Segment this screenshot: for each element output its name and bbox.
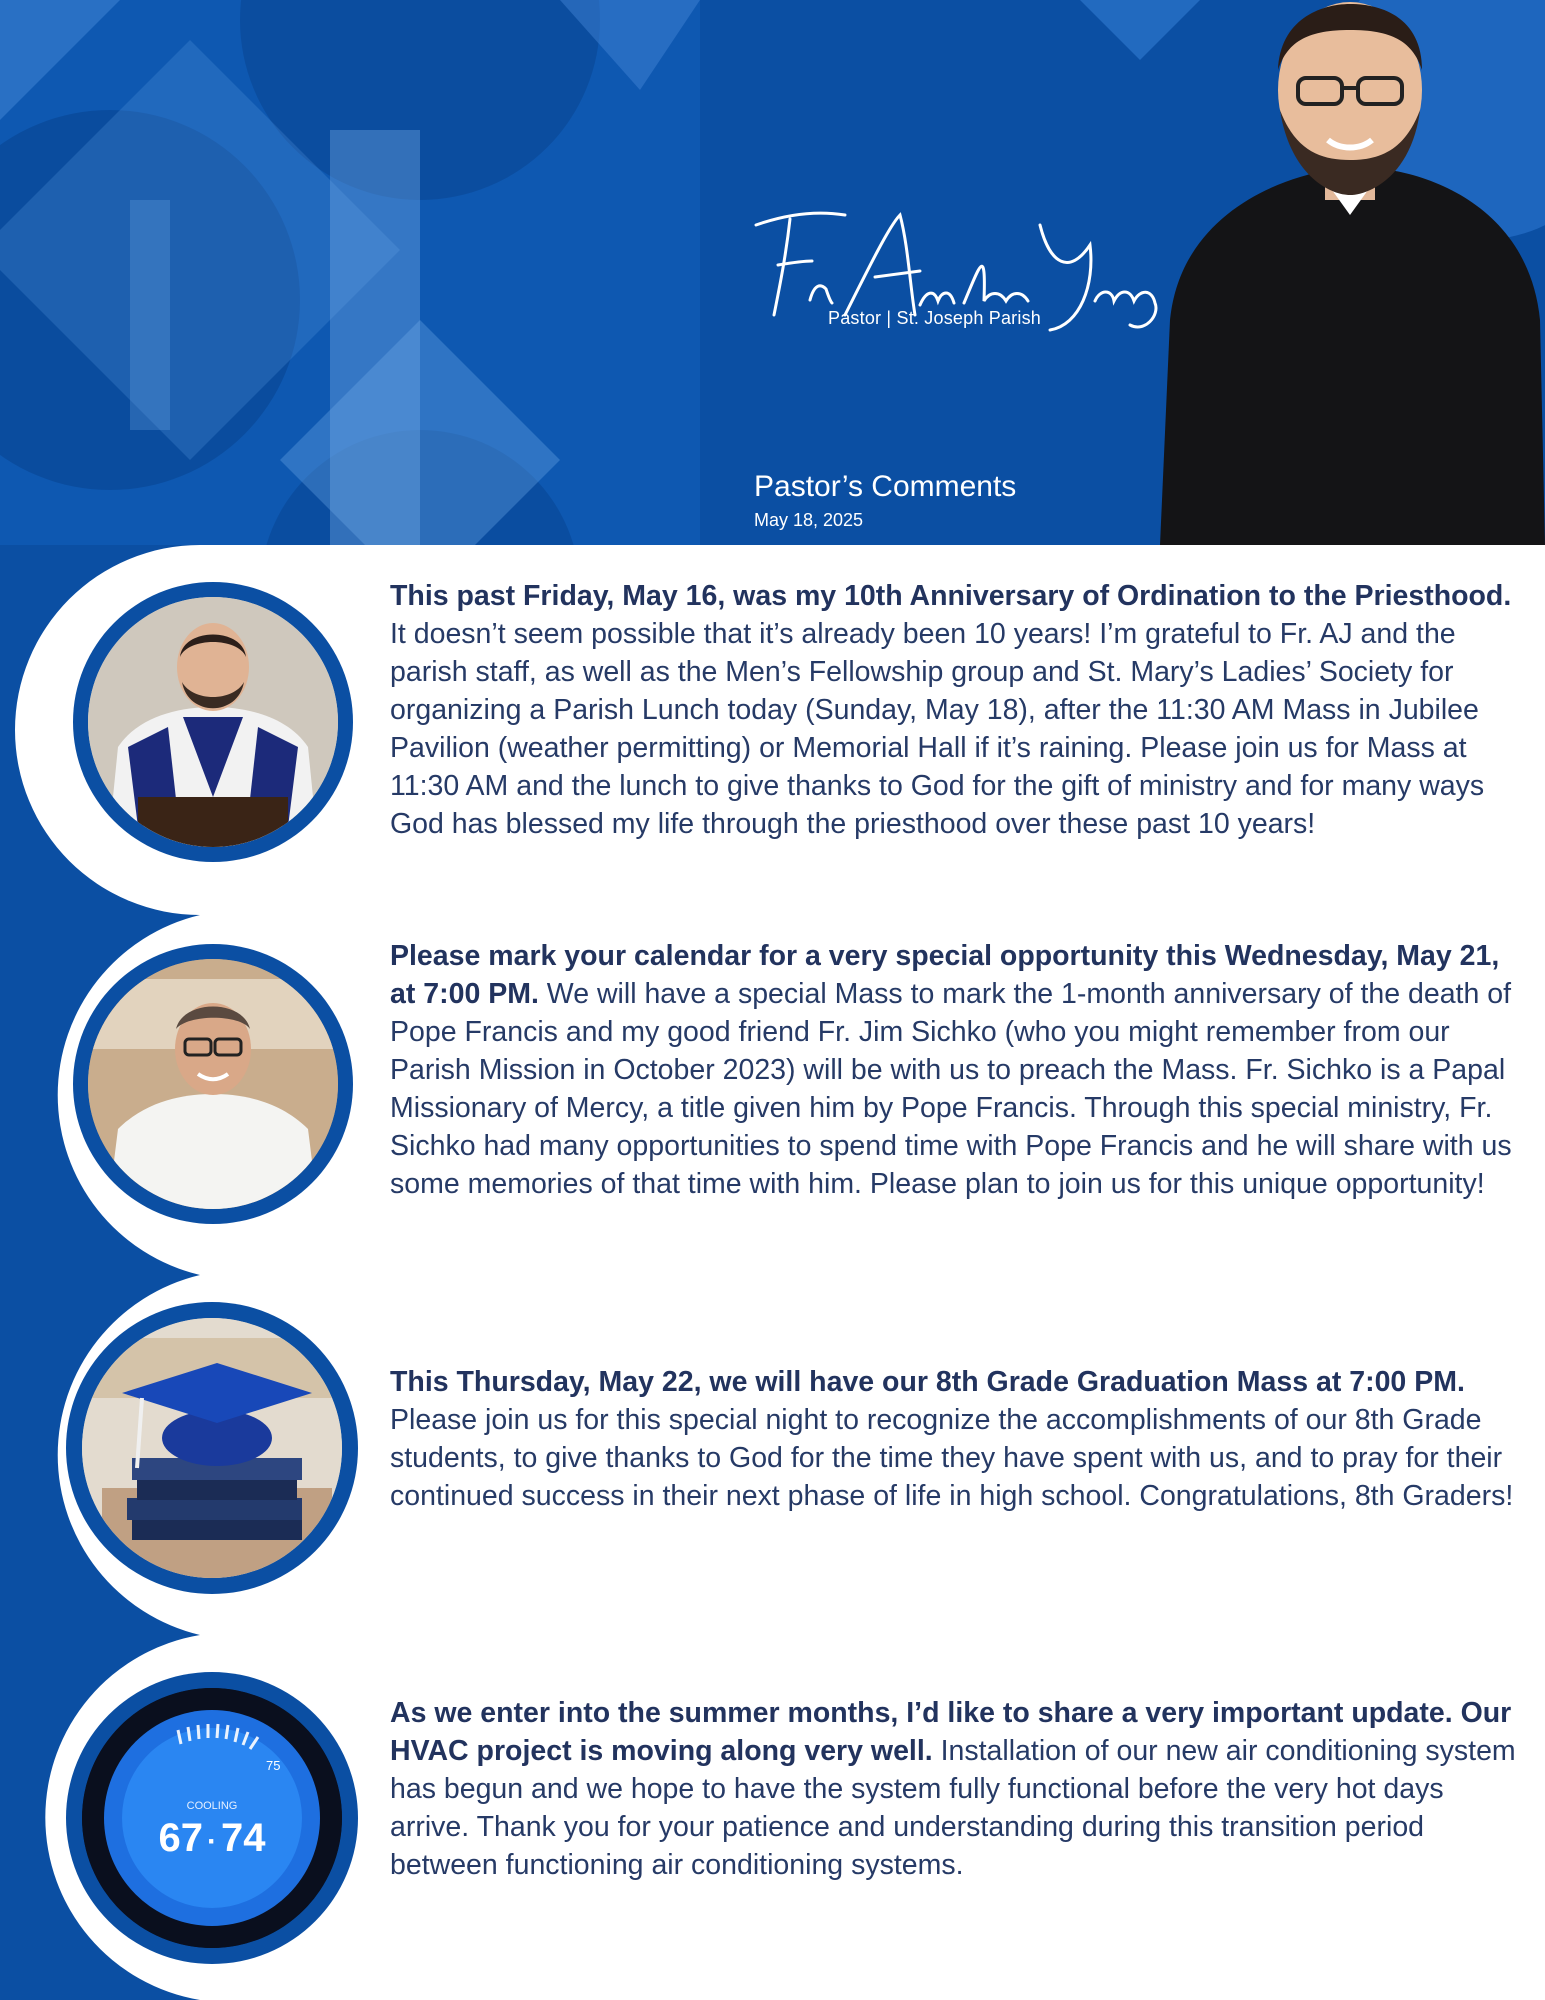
pastor-portrait xyxy=(1150,0,1545,545)
item-4-body: Installation of our new air conditioning system has begun and we hope to have the system fully functional before the very hot days arrive. Thank you for your patience and understanding during this transition period between functioning air conditioning systems. xyxy=(390,1735,1516,1881)
item-3-body: Please join us for this special night to recognize the accomplishments of our 8th Grade students, to give thanks to God for the time they have spent with us, and to pray for their continued success in their next phase of life in high school. Congratulations, 8th Graders! xyxy=(390,1404,1514,1512)
photo-fr-sichko xyxy=(73,944,353,1224)
thermostat-high: 74 xyxy=(221,1816,266,1860)
item-2-headline: Please mark your calendar for a very special opportunity this Wednesday, May 21, at 7:00 PM. xyxy=(390,940,1500,1010)
item-graduation-mass xyxy=(390,1363,1525,1515)
item-1-headline: This past Friday, May 16, was my 10th Anniversary of Ordination to the Priesthood. xyxy=(390,580,1512,612)
header-banner xyxy=(0,0,1545,545)
photo-thermostat xyxy=(66,1672,358,1964)
thermostat-low: 67 xyxy=(158,1816,203,1860)
pastor-subtitle: Pastor | St. Joseph Parish xyxy=(828,308,1041,328)
section-title: Pastor’s Comments xyxy=(754,470,1017,503)
section-date: May 18, 2025 xyxy=(754,510,864,530)
thermostat-setpoints: 67 · 74 xyxy=(158,1816,266,1860)
photo-graduation xyxy=(66,1302,358,1594)
item-ordination-anniversary xyxy=(390,577,1525,843)
item-4-headline: As we enter into the summer months, I’d like to share a very important update. Our HVAC project is moving along very well. xyxy=(390,1697,1512,1767)
priest-pulpit-image xyxy=(88,597,338,847)
thermostat-mode: COOLING xyxy=(186,1800,238,1812)
item-3-headline: This Thursday, May 22, we will have our 8th Grade Graduation Mass at 7:00 PM. xyxy=(390,1366,1465,1398)
item-2-body: We will have a special Mass to mark the 1-month anniversary of the death of Pope Francis and my good friend Fr. Jim Sichko (who you might remember from our Parish Mission in October 2023) will be with us to preach the Mass. Fr. Sichko is a Papal Missionary of Mercy, a title given him by Pope Francis. Through this special ministry, Fr. Sichko had many opportunities to spend time with Pope Francis and he will share with us some memories of that time with him. Please plan to join us for this unique opportunity! xyxy=(390,978,1512,1200)
item-special-mass xyxy=(390,937,1525,1203)
thermostat-dial-value: 75 xyxy=(266,1758,281,1773)
graduation-cap-books-image xyxy=(82,1318,342,1578)
item-hvac-update xyxy=(390,1694,1525,1884)
photo-ordination xyxy=(73,582,353,862)
item-1-body: It doesn’t seem possible that it’s already been 10 years! I’m grateful to Fr. AJ and the parish staff, as well as the Men’s Fellowship group and St. Mary’s Ladies’ Society for organizing a Parish Lunch today (Sunday, May 18), after the 11:30 AM Mass in Jubilee Pavilion (weather permitting) or Memorial Hall if it’s raining. Please join us for Mass at 11:30 AM and the lunch to give thanks to God for the gift of ministry and for many ways God has blessed my life through the priesthood over these past 10 years! xyxy=(390,618,1485,840)
friar-image xyxy=(88,959,338,1209)
